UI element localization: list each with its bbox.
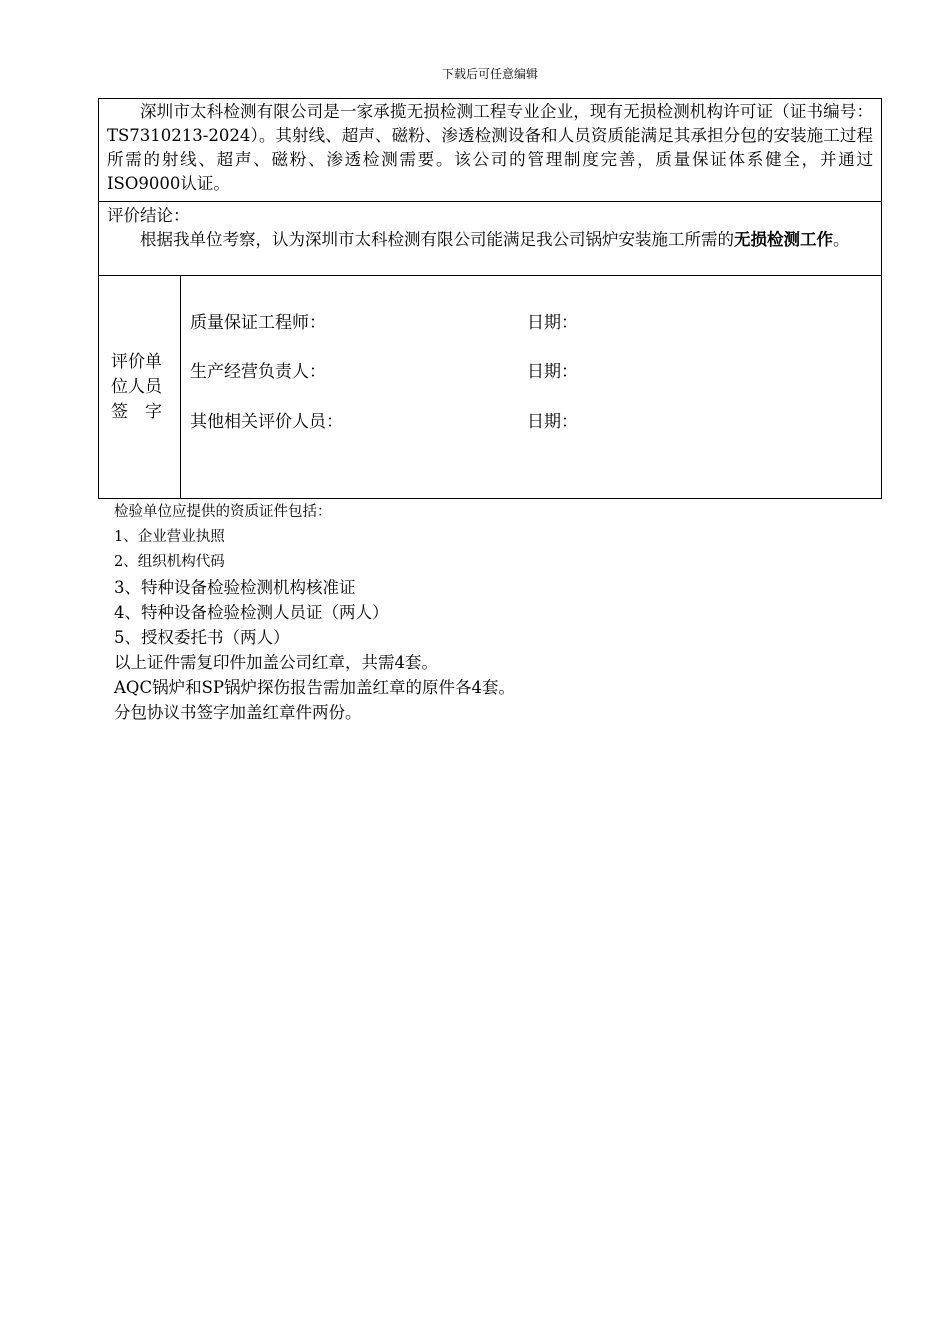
requirements-note: 分包协议书签字加盖红章件两份。 [114, 703, 362, 722]
signature-section-label [99, 276, 181, 498]
signature-label-text: 评价单位人员签 字 [111, 351, 162, 422]
requirements-note: 以上证件需复印件加盖公司红章，共需4套。 [114, 653, 438, 672]
signature-role: 其他相关评价人员： [190, 412, 343, 432]
signature-row-operations-manager [190, 360, 578, 384]
signature-role: 质量保证工程师： [190, 313, 326, 333]
evaluation-form-table [98, 98, 882, 499]
required-documents-section [114, 500, 515, 725]
signature-date: 日期： [527, 362, 578, 382]
evaluation-conclusion [99, 202, 881, 276]
conclusion-emphasis: 无损检测工作 [734, 230, 833, 249]
conclusion-body [107, 228, 873, 252]
signature-role: 生产经营负责人： [190, 362, 326, 382]
list-item: 5、授权委托书（两人） [114, 628, 290, 647]
list-item: 4、特种设备检验检测人员证（两人） [114, 603, 389, 622]
list-item: 3、特种设备检验检测机构核准证 [114, 578, 356, 597]
list-item: 1、企业营业执照 [114, 529, 225, 545]
requirements-note: AQC锅炉和SP锅炉探伤报告需加盖红章的原件各4套。 [114, 678, 515, 697]
conclusion-end: 。 [833, 230, 850, 249]
signature-date: 日期： [527, 412, 578, 432]
signature-row-quality-engineer [190, 311, 578, 335]
company-intro-text: 深圳市太科检测有限公司是一家承揽无损检测工程专业企业，现有无损检测机构许可证（证书编号：TS7310213-2024）。其射线、超声、磁粉、渗透检测设备和人员资质能满足其承担分包的安装施工过程所需的射线、超声、磁粉、渗透检测需要。该公司的管理制度完善，质量保证体系健全，并通过ISO9000认证。 [99, 99, 881, 202]
conclusion-text: 根据我单位考察，认为深圳市太科检测有限公司能满足我公司锅炉安装施工所需的 [140, 230, 734, 249]
signature-row-other-evaluators [190, 410, 578, 434]
requirements-heading: 检验单位应提供的资质证件包括： [114, 504, 332, 520]
signature-date: 日期： [527, 313, 578, 333]
conclusion-label: 评价结论： [107, 206, 190, 225]
page-header: 下载后可任意编辑 [441, 67, 538, 81]
list-item: 2、组织机构代码 [114, 554, 225, 570]
